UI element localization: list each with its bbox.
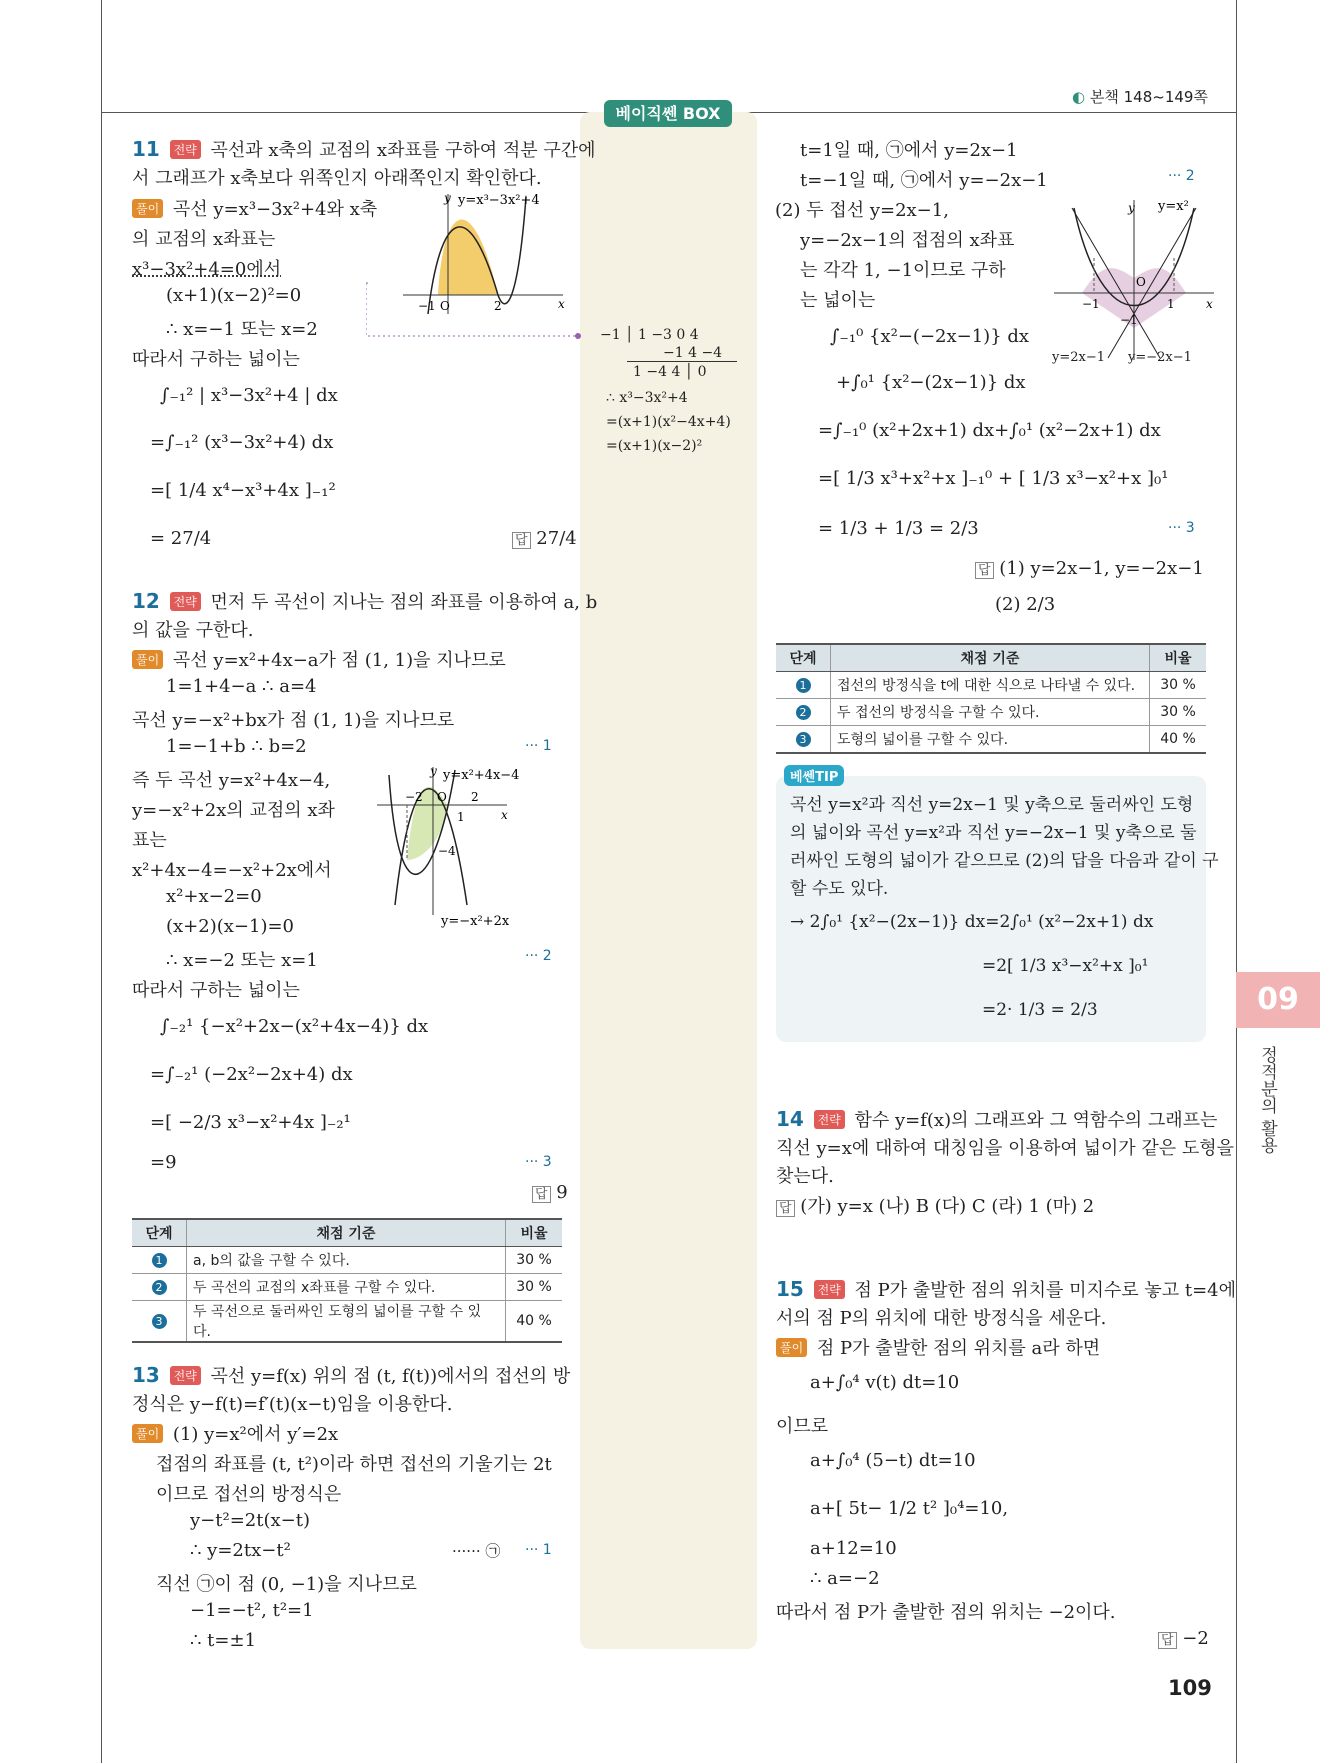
division-row: −1 │ 1 −3 0 4 (600, 327, 699, 343)
solution-line: ∴ x=−2 또는 x=1 (166, 950, 318, 971)
solution-line: ∴ y=2tx−t² (190, 1540, 291, 1561)
curve-label-2: y=−x²+2x (441, 914, 510, 929)
solution-line: y=−2x−1의 접점의 x좌표 (800, 230, 1015, 251)
solution-line: ∴ t=±1 (190, 1630, 257, 1651)
table-header: 비율 (1150, 644, 1207, 672)
integral-line: ∫₋₁² | x³−3x²+4 | dx (160, 385, 338, 406)
tip-line: 러싸인 도형의 넓이가 같으므로 (2)의 답을 다음과 같이 구 (790, 851, 1219, 871)
chapter-title: 정적분의 활용 (1257, 1046, 1277, 1154)
box-line: =(x+1)(x²−4x+4) (606, 414, 731, 430)
solution-line: 1=1+4−a ∴ a=4 (166, 676, 317, 697)
integral-line: =[ −2/3 x³−x²+4x ]₋₂¹ (150, 1112, 351, 1133)
curve-label-1: y=x²+4x−4 (443, 768, 520, 783)
solution-line: 표는 (132, 830, 167, 851)
connector-line (366, 283, 578, 336)
solution-line: (x+1)(x−2)²=0 (166, 285, 302, 306)
table-row: 3 두 곡선으로 둘러싸인 도형의 넓이를 구할 수 있다. 40 % (132, 1301, 562, 1343)
origin-label: O (1136, 275, 1146, 289)
solution-line: (2) 두 접선 y=2x−1, (775, 200, 949, 221)
tick-1: 1 (457, 810, 465, 824)
connector-dot (575, 333, 581, 339)
strategy-tag: 전략 (814, 1110, 845, 1129)
table-row: 3 도형의 넓이를 구할 수 있다. 40 % (776, 726, 1206, 754)
step-mark-3: ··· 3 (1168, 520, 1195, 536)
step-mark-1: ··· 1 (525, 738, 552, 754)
solution-line: 직선 ㉠이 점 (0, −1)을 지나므로 (156, 1574, 417, 1595)
answer-14: 답 (가) y=x (나) B (다) C (라) 1 (마) 2 (776, 1192, 1094, 1218)
y-label: y (444, 192, 451, 205)
reference-icon: ◐ (1072, 88, 1086, 106)
graph-12 (375, 765, 575, 935)
tip-line: 할 수도 있다. (790, 879, 889, 899)
division-row: −1 4 −4 (663, 345, 723, 361)
tick-neg1: −1 (418, 299, 436, 313)
solution-line: 풀이 점 P가 출발한 점의 위치를 a라 하면 (776, 1334, 1100, 1360)
table-header: 채점 기준 (831, 644, 1150, 672)
step-mark-2: ··· 2 (525, 948, 552, 964)
solution-line: 풀이 곡선 y=x³−3x²+4와 x축 (132, 195, 377, 221)
solution-tag: 풀이 (776, 1338, 807, 1357)
curve-label: y=x² (1158, 199, 1189, 214)
grading-table-12 (132, 1218, 562, 1343)
solution-line: 의 교점의 x좌표는 (132, 229, 276, 250)
answer-icon: 답 (776, 1200, 795, 1217)
strategy-tag: 전략 (170, 1366, 201, 1385)
answer-13-2: (2) 2/3 (995, 594, 1056, 615)
box-badge: 베이직쎈 BOX (604, 100, 732, 127)
problem-11-header (132, 136, 596, 162)
solution-line: 풀이 (1) y=x²에서 y′=2x (132, 1420, 338, 1446)
solution-line: 접점의 좌표를 (t, t²)이라 하면 접선의 기울기는 2t (156, 1454, 552, 1475)
page-number: 109 (1168, 1676, 1212, 1700)
strategy-tag: 전략 (170, 140, 201, 159)
solution-line: ∴ a=−2 (810, 1568, 880, 1589)
tick-neg1: −1 (1082, 297, 1100, 311)
step-mark-3: ··· 3 (525, 1154, 552, 1170)
table-row: 2 두 접선의 방정식을 구할 수 있다. 30 % (776, 699, 1206, 726)
division-row: 1 −4 4 │ 0 (633, 364, 707, 380)
problem-number: 12 (132, 589, 160, 613)
solution-line: t=−1일 때, ㉠에서 y=−2x−1 (800, 170, 1048, 191)
solution-line: −1=−t², t²=1 (190, 1600, 314, 1621)
problem-13-header: 13 전략 곡선 y=f(x) 위의 점 (t, f(t))에서의 접선의 방 (132, 1363, 571, 1387)
tip-line: =2[ 1/3 x³−x²+x ]₀¹ (982, 956, 1149, 976)
solution-line: ∴ x=−1 또는 x=2 (166, 319, 318, 340)
solution-line: 는 각각 1, −1이므로 구하 (800, 260, 1006, 281)
result-line: =9 (150, 1152, 177, 1173)
answer-icon: 답 (1158, 1632, 1177, 1649)
strategy-line: 찾는다. (776, 1166, 834, 1187)
problem-number: 11 (132, 137, 160, 161)
result-line: = 1/3 + 1/3 = 2/3 (818, 518, 979, 539)
integral-line: =∫₋₂¹ (−2x²−2x+4) dx (150, 1064, 353, 1085)
tick-1: 1 (1167, 297, 1175, 311)
problem-14-header: 14 전략 함수 y=f(x)의 그래프와 그 역함수의 그래프는 (776, 1107, 1218, 1131)
integral-line: ∫₋₂¹ {−x²+2x−(x²+4x−4)} dx (160, 1016, 429, 1037)
problem-number: 14 (776, 1107, 804, 1131)
tick-neg2: −2 (405, 790, 423, 804)
x-label: x (501, 808, 508, 822)
curve-label: y=x³−3x²+4 (458, 193, 540, 208)
answer-11: 답 27/4 (512, 528, 577, 549)
solution-line: y=−x²+2x의 교점의 x좌 (132, 800, 335, 821)
solution-line: (x+2)(x−1)=0 (166, 916, 294, 937)
answer-13-1: 답 (1) y=2x−1, y=−2x−1 (975, 558, 1204, 579)
strategy-line: 의 값을 구한다. (132, 620, 254, 641)
chapter-tab: 09 (1236, 972, 1320, 1028)
solution-line: x²+x−2=0 (166, 886, 262, 907)
strategy-line: 서 그래프가 x축보다 위쪽인지 아래쪽인지 확인한다. (132, 168, 542, 189)
integral-line: a+[ 5t− 1/2 t² ]₀⁴=10, (810, 1498, 1009, 1519)
integral-line: +∫₀¹ {x²−(2x−1)} dx (836, 372, 1026, 393)
origin-label: O (437, 790, 447, 804)
answer-15: 답 −2 (1158, 1628, 1209, 1649)
problem-number: 13 (132, 1363, 160, 1387)
solution-line: 따라서 구하는 넓이는 (132, 980, 300, 1001)
solution-line: x²+4x−4=−x²+2x에서 (132, 860, 332, 881)
tip-line: → 2∫₀¹ {x²−(2x−1)} dx=2∫₀¹ (x²−2x+1) dx (790, 912, 1154, 932)
problem-15-header: 15 전략 점 P가 출발한 점의 위치를 미지수로 놓고 t=4에 (776, 1277, 1237, 1301)
answer-icon: 답 (975, 562, 994, 579)
tip-line: =2· 1/3 = 2/3 (982, 1000, 1098, 1020)
solution-line: t=1일 때, ㉠에서 y=2x−1 (800, 140, 1018, 161)
answer-icon: 답 (512, 532, 531, 549)
strategy-tag: 전략 (170, 592, 201, 611)
solution-line: 따라서 구하는 넓이는 (132, 349, 300, 370)
line-label-2: y=−2x−1 (1128, 350, 1192, 365)
left-margin-line (101, 0, 102, 1763)
tip-line: 곡선 y=x²과 직선 y=2x−1 및 y축으로 둘러싸인 도형 (790, 795, 1194, 815)
integral-line: =[ 1/3 x³+x²+x ]₋₁⁰ + [ 1/3 x³−x²+x ]₀¹ (818, 468, 1169, 489)
result-line: = 27/4 (150, 528, 212, 549)
table-header: 비율 (506, 1219, 563, 1247)
strategy-line: 곡선과 x축의 교점의 x좌표를 구하여 적분 구간에 (210, 140, 596, 161)
problem-12-header: 12 전략 먼저 두 곡선이 지나는 점의 좌표를 이용하여 a, b (132, 589, 598, 613)
solution-line: 이므로 접선의 방정식은 (156, 1484, 342, 1505)
solution-line: 즉 두 곡선 y=x²+4x−4, (132, 770, 331, 791)
grading-table-13 (776, 643, 1206, 754)
solution-tag: 풀이 (132, 650, 163, 669)
line-label-1: y=2x−1 (1052, 350, 1106, 365)
strategy-tag: 전략 (814, 1280, 845, 1299)
integral-line: ∫₋₁⁰ {x²−(−2x−1)} dx (830, 326, 1030, 347)
solution-line: a+12=10 (810, 1538, 897, 1559)
integral-line: a+∫₀⁴ v(t) dt=10 (810, 1372, 960, 1393)
solution-line: 곡선 y=−x²+bx가 점 (1, 1)을 지나므로 (132, 710, 455, 731)
answer-12: 답 9 (532, 1182, 568, 1203)
graph-13 (1052, 198, 1217, 368)
tip-badge: 베쎈TIP (784, 765, 844, 786)
step-mark-1: ··· 1 (525, 1542, 552, 1558)
x-label: x (1206, 297, 1213, 311)
equation-label: ······ ㉠ (452, 1542, 501, 1560)
integral-line: =∫₋₁² (x³−3x²+4) dx (150, 432, 334, 453)
table-header: 채점 기준 (187, 1219, 506, 1247)
integral-line: =∫₋₁⁰ (x²+2x+1) dx+∫₀¹ (x²−2x+1) dx (818, 420, 1161, 441)
solution-line: y−t²=2t(x−t) (190, 1510, 310, 1531)
integral-line: =[ 1/4 x⁴−x³+4x ]₋₁² (150, 480, 336, 501)
solution-line: 1=−1+b ∴ b=2 (166, 736, 307, 757)
integral-line: a+∫₀⁴ (5−t) dt=10 (810, 1450, 976, 1471)
strategy-line: 정식은 y−f(t)=f′(t)(x−t)임을 이용한다. (132, 1394, 453, 1415)
y-label: y (1128, 201, 1135, 215)
solution-line: 풀이 곡선 y=x²+4x−a가 점 (1, 1)을 지나므로 (132, 646, 506, 672)
tick-neg4: −4 (438, 844, 456, 858)
book-reference: ◐ 본책 148~149쪽 (1072, 88, 1208, 106)
strategy-line: 직선 y=x에 대하여 대칭임을 이용하여 넓이가 같은 도형을 (776, 1138, 1234, 1159)
tick-y-neg1: −1 (1120, 313, 1138, 327)
box-line: ∴ x³−3x²+4 (606, 390, 688, 406)
solution-line: x³−3x²+4=0에서 (132, 259, 282, 280)
problem-number: 15 (776, 1277, 804, 1301)
answer-icon: 답 (532, 1186, 551, 1203)
strategy-line: 서의 점 P의 위치에 대한 방정식을 세운다. (776, 1308, 1107, 1329)
x-label: x (558, 297, 565, 311)
solution-line: 따라서 점 P가 출발한 점의 위치는 −2이다. (776, 1602, 1116, 1623)
table-header: 단계 (132, 1219, 187, 1247)
table-row: 2 두 곡선의 교점의 x좌표를 구할 수 있다. 30 % (132, 1274, 562, 1301)
solution-line: 이므로 (776, 1416, 829, 1437)
solution-line: 는 넓이는 (800, 290, 876, 311)
y-label: y (430, 765, 437, 778)
table-row: 1 접선의 방정식을 t에 대한 식으로 나타낼 수 있다. 30 % (776, 672, 1206, 699)
table-header: 단계 (776, 644, 831, 672)
origin-label: O (440, 299, 450, 313)
connector (366, 280, 582, 340)
step-mark-2: ··· 2 (1168, 168, 1195, 184)
solution-tag: 풀이 (132, 1424, 163, 1443)
table-row: 1 a, b의 값을 구할 수 있다. 30 % (132, 1247, 562, 1274)
solution-tag: 풀이 (132, 199, 163, 218)
tick-2: 2 (494, 299, 502, 313)
box-line: =(x+1)(x−2)² (606, 438, 703, 454)
tip-line: 의 넓이와 곡선 y=x²과 직선 y=−2x−1 및 y축으로 둘 (790, 823, 1197, 843)
right-margin-line (1236, 0, 1237, 1763)
division-rule (627, 361, 737, 362)
tick-2: 2 (471, 790, 479, 804)
